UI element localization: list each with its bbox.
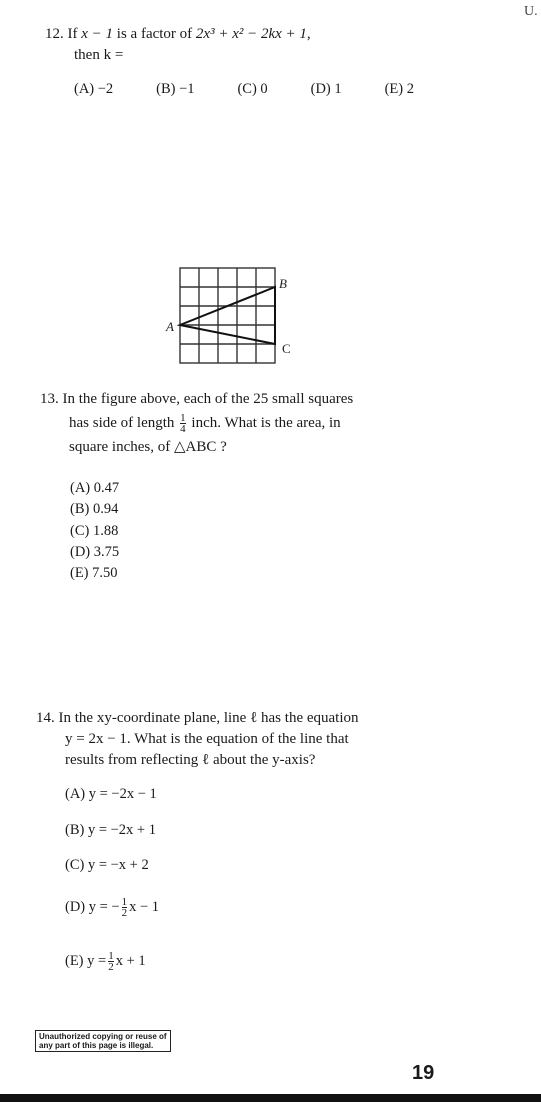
question-12-line1	[45, 24, 425, 45]
page-number: 19	[412, 1062, 435, 1084]
choice-b[interactable]: (B) 0.94	[70, 501, 119, 518]
question-14	[36, 708, 426, 771]
choice-c[interactable]: (C) 1.88	[70, 522, 119, 539]
vertex-label-b: B	[279, 276, 287, 291]
choice-a[interactable]: (A) 0.47	[70, 480, 120, 496]
q13-text: has side of length	[69, 415, 175, 431]
choice-d[interactable]: (D) y = − $\frac{1}{2}$ x − 1	[65, 896, 160, 919]
question-13-line1	[40, 387, 420, 411]
q12-text-mid: is a factor of	[113, 26, 196, 42]
question-number: 13.	[40, 391, 59, 407]
question-number: 14.	[36, 710, 55, 726]
choice-e[interactable]: (E) 7.50	[70, 565, 118, 582]
q14-text: In the xy-coordinate plane, line ℓ has the equation	[58, 710, 359, 726]
question-14-line1	[36, 708, 426, 729]
grid-triangle-figure	[160, 260, 300, 370]
q12-choices	[74, 81, 414, 98]
choice-b[interactable]: (B) y = −2x + 1	[65, 822, 156, 838]
choice-b[interactable]: (B) −1	[156, 81, 195, 97]
question-13-line3: square inches, of △ABC ?	[69, 439, 227, 455]
choice-c[interactable]: (C) y = −x + 2	[65, 857, 149, 873]
q13-text: inch. What is the area, in	[191, 415, 341, 431]
fraction-one-half: $\frac{1}{2}$	[108, 950, 114, 973]
choice-a[interactable]: (A) y = −2x − 1	[65, 786, 157, 802]
corner-mark: U.	[524, 4, 538, 19]
choice-c[interactable]: (C) 0	[237, 81, 268, 97]
q12-factor: x − 1	[81, 26, 114, 42]
q12-polynomial: 2x³ + x² − 2kx + 1,	[195, 26, 311, 42]
choice-d[interactable]: (D) 1	[310, 81, 342, 97]
fraction-one-quarter: $\frac{1}{4}$	[180, 412, 186, 436]
q13-text: In the figure above, each of the 25 small squares	[62, 391, 354, 407]
question-number: 12.	[45, 26, 64, 42]
choice-a[interactable]: (A) −2	[74, 81, 114, 97]
fraction-one-half: $\frac{1}{2}$	[121, 896, 128, 919]
question-13	[40, 387, 420, 459]
choice-e[interactable]: (E) 2	[384, 81, 414, 97]
choice-e[interactable]: (E) y = $\frac{1}{2}$ x + 1	[65, 950, 146, 973]
choice-d[interactable]: (D) 3.75	[70, 543, 120, 560]
notice-line: any part of this page is illegal.	[39, 1041, 154, 1050]
bottom-border	[0, 1094, 541, 1102]
q13-choices	[70, 478, 119, 584]
triangle-abc	[180, 287, 275, 344]
q12-text: If	[67, 26, 82, 42]
vertex-label-c: C	[282, 341, 291, 356]
notice-line: Unauthorized copying or reuse of	[39, 1032, 167, 1041]
vertex-label-a: A	[166, 319, 174, 334]
copyright-notice	[35, 1030, 171, 1052]
question-12-line2: then k =	[74, 47, 124, 63]
question-13-line2	[40, 411, 420, 435]
question-14-line3: results from reflecting ℓ about the y-axis?	[65, 752, 316, 768]
question-12	[45, 24, 425, 66]
question-14-line2: y = 2x − 1. What is the equation of the line that	[65, 731, 349, 747]
